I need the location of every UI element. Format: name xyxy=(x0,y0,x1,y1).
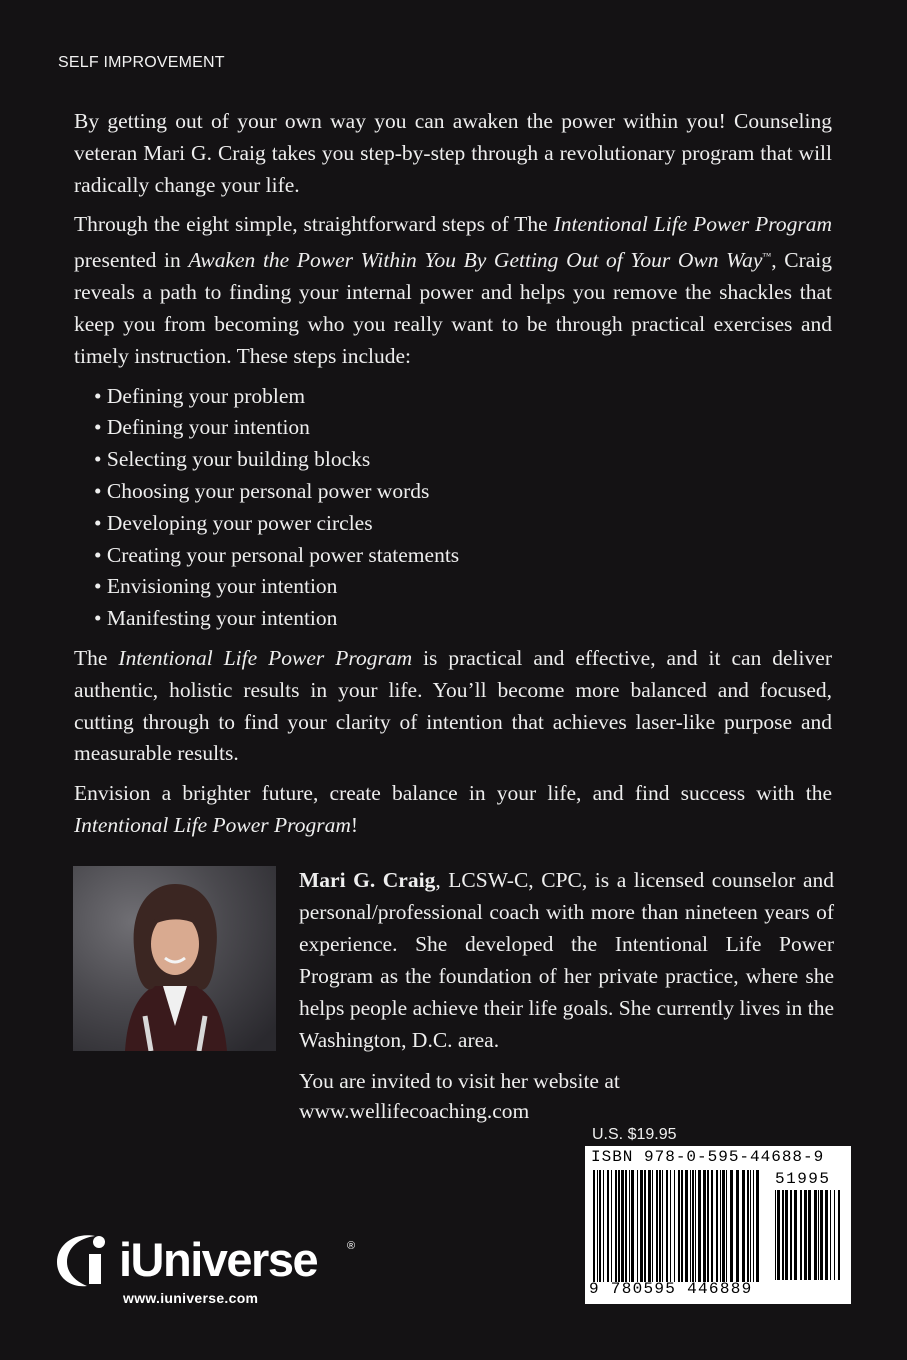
website-invite: You are invited to visit her website at xyxy=(299,1069,620,1093)
list-item: • Manifesting your intention xyxy=(94,603,832,635)
website-url[interactable]: www.wellifecoaching.com xyxy=(299,1099,530,1123)
category-label: SELF IMPROVEMENT xyxy=(58,54,225,71)
author-bio xyxy=(299,864,834,1056)
isbn-digits: 9 780595 446889 xyxy=(589,1280,753,1298)
isbn-barcode xyxy=(585,1146,851,1304)
description xyxy=(74,106,832,850)
list-item: • Defining your intention xyxy=(94,412,832,444)
bio-text: , LCSW-C, CPC, is a licensed counselor and personal/professional coach with more than nineteen years of experience. She developed the Intentional Life Power Program as the foundation of her private practice, where she helps people achieve their life goals. She currently lives in the Washington, D.C. area. xyxy=(299,868,834,1052)
price-label: U.S. $19.95 xyxy=(592,1126,677,1143)
barcode-bars xyxy=(593,1170,763,1282)
steps-intro-paragraph: Through the eight simple, straightforward steps of The Intentional Life Power Program presented in Awaken the Power Within You By Getting Out of Your Own Way™, Craig reveals a path to finding your internal power and helps you remove the shackles that keep you from becoming who you really want to be through practical exercises and timely instruction. These steps include: xyxy=(74,212,832,368)
intro-paragraph: By getting out of your own way you can awaken the power within you! Counseling veteran Mari G. Craig takes you step-by-step through a revolutionary program that will radically change your life. xyxy=(74,109,832,197)
list-item: • Developing your power circles xyxy=(94,508,832,540)
addon-barcode-bars xyxy=(775,1190,845,1280)
author-photo xyxy=(73,866,276,1051)
website-block xyxy=(299,1066,834,1126)
list-item: • Selecting your building blocks xyxy=(94,444,832,476)
list-item: • Creating your personal power statements xyxy=(94,540,832,572)
author-name: Mari G. Craig xyxy=(299,868,436,892)
closing-paragraph: Envision a brighter future, create balance in your life, and find success with the Intentional Life Power Program! xyxy=(74,781,832,837)
list-item: • Choosing your personal power words xyxy=(94,476,832,508)
list-item: • Envisioning your intention xyxy=(94,571,832,603)
publisher-logo xyxy=(55,1230,356,1306)
list-item: • Defining your problem xyxy=(94,381,832,413)
steps-list xyxy=(94,381,832,635)
isbn-label: ISBN 978-0-595-44688-9 xyxy=(591,1148,825,1166)
iuniverse-swoosh-icon xyxy=(55,1230,121,1290)
program-paragraph: The Intentional Life Power Program is practical and effective, and it can deliver authentic, holistic results in your life. You’ll become more balanced and focused, cutting through to find your clarity of intention that achieves laser-like purpose and measurable results. xyxy=(74,645,832,766)
registered-mark: ® xyxy=(347,1240,356,1252)
publisher-url: www.iuniverse.com xyxy=(123,1290,259,1306)
publisher-name: iUniverse xyxy=(119,1233,318,1286)
price-code: 51995 xyxy=(775,1170,831,1188)
